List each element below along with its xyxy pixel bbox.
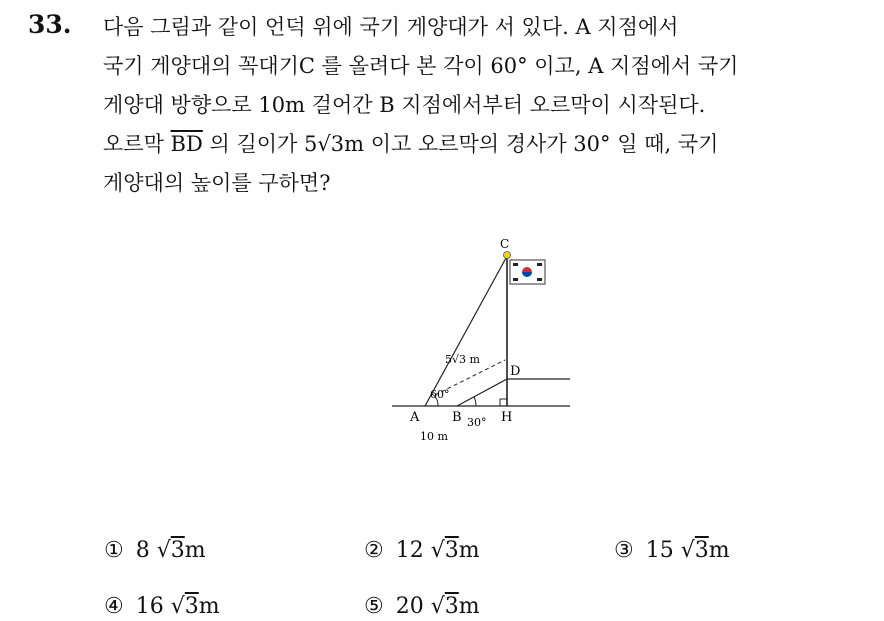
choice-4[interactable] [104, 594, 220, 619]
stem-line-4-rest: 의 길이가 5√3m 이고 오르막의 경사가 30° 일 때, 국기 [209, 132, 719, 156]
choice-2-radicand: 3 [444, 538, 459, 563]
choice-5-unit: m [458, 594, 480, 619]
sight-line [425, 258, 506, 406]
choice-2-coef: 12 [395, 538, 424, 563]
choice-2-unit: m [458, 538, 480, 563]
choice-1-mark: ① [104, 538, 124, 563]
flag [510, 260, 545, 284]
sqrt-icon: √ [680, 538, 695, 563]
choice-5-radicand: 3 [444, 594, 459, 619]
label-a: A [410, 410, 420, 425]
choice-3-unit: m [708, 538, 730, 563]
sqrt-icon: √ [170, 594, 185, 619]
choice-1-radicand: 3 [170, 538, 185, 563]
stem-line-5: 게양대의 높이를 구하면? [103, 171, 331, 195]
sqrt-icon: √ [430, 538, 445, 563]
choice-2[interactable] [364, 538, 480, 563]
choice-4-mark: ④ [104, 594, 124, 619]
choice-1-unit: m [184, 538, 206, 563]
label-angle-30: 30° [467, 416, 487, 429]
choice-2-mark: ② [364, 538, 384, 563]
sqrt-icon: √ [156, 538, 171, 563]
right-angle-mark [500, 399, 507, 406]
choice-4-coef: 16 [135, 594, 164, 619]
stem-line-4 [103, 125, 873, 164]
label-h: H [501, 410, 513, 425]
label-c: C [500, 237, 510, 251]
angle-arc-30 [474, 397, 476, 406]
question-stem [103, 8, 873, 203]
label-d: D [510, 364, 521, 379]
stem-line-3: 게양대 방향으로 10m 걸어간 B 지점에서부터 오르막이 시작된다. [103, 93, 706, 117]
question-number: 33. [28, 10, 72, 39]
choice-5-mark: ⑤ [364, 594, 384, 619]
choice-4-unit: m [198, 594, 220, 619]
choice-5-coef: 20 [395, 594, 424, 619]
label-b: B [452, 410, 462, 425]
label-distance: 10 m [420, 430, 448, 443]
choice-3-coef: 15 [645, 538, 674, 563]
choice-3-mark: ③ [614, 538, 634, 563]
choice-1[interactable] [104, 538, 206, 563]
stem-line-1: 다음 그림과 같이 언덕 위에 국기 게양대가 서 있다. A 지점에서 [103, 15, 679, 39]
choice-5[interactable] [364, 594, 480, 619]
label-angle-60: 60° [430, 388, 450, 401]
sqrt-icon: √ [430, 594, 445, 619]
choice-4-radicand: 3 [184, 594, 199, 619]
choice-3[interactable] [614, 538, 730, 563]
stem-line-2: 국기 게양대의 꼭대기C 를 올려다 본 각이 60° 이고, A 지점에서 국기 [103, 54, 739, 78]
flagpole-figure [380, 235, 580, 450]
choice-3-radicand: 3 [694, 538, 709, 563]
pole-top-ball [504, 252, 511, 259]
choice-1-coef: 8 [135, 538, 150, 563]
segment-bd: $\overline{BD}$ [170, 132, 203, 156]
stem-line-4-prefix: 오르막 [103, 132, 171, 156]
label-slope-length: 5√3 m [445, 353, 480, 366]
